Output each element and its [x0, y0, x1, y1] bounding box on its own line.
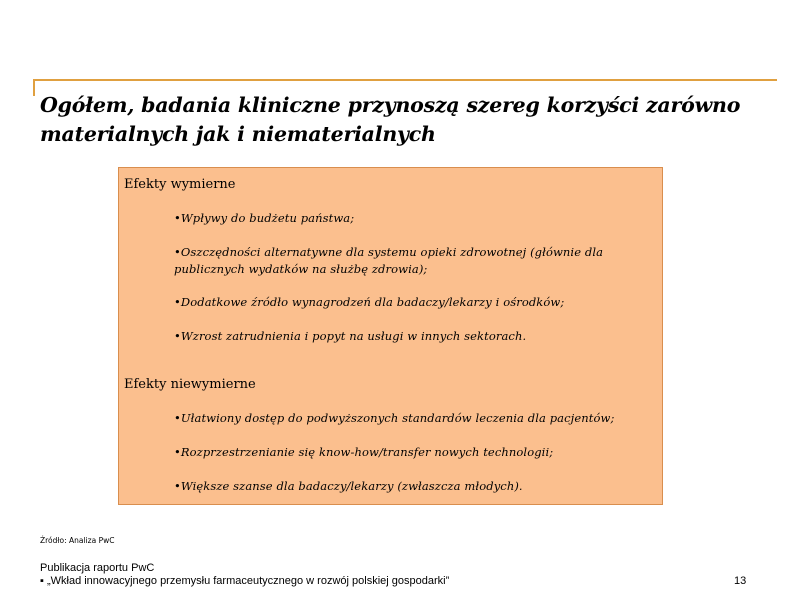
bullet-item: •Ułatwiony dostęp do podwyższonych standardów leczenia dla pacjentów;	[174, 411, 615, 425]
bullet-item: •Oszczędności alternatywne dla systemu opieki zdrowotnej (głównie dla publicznych wydatków na służbę zdrowia);	[174, 245, 604, 276]
section-heading-measurable: Efekty wymierne	[124, 177, 236, 192]
header-corner-mark	[33, 79, 35, 96]
bullet-item: •Dodatkowe źródło wynagrodzeń dla badaczy/lekarzy i ośrodków;	[174, 295, 565, 309]
bullet-item: •Rozprzestrzenianie się know-how/transfer nowych technologii;	[174, 445, 554, 459]
footer-report-title: ▪ „Wkład innowacyjnego przemysłu farmaceutycznego w rozwój polskiej gospodarki”	[40, 575, 450, 587]
bullet-item: •Wzrost zatrudnienia i popyt na usługi w innych sektorach.	[174, 329, 527, 343]
section-heading-intangible: Efekty niewymierne	[124, 377, 256, 392]
header-divider	[33, 79, 777, 81]
source-note: Źródło: Analiza PwC	[40, 536, 115, 545]
bullet-item: •Wpływy do budżetu państwa;	[174, 211, 355, 225]
page-number: 13	[734, 575, 747, 587]
footer-report-label: Publikacja raportu PwC	[40, 562, 155, 574]
bullet-item: •Większe szanse dla badaczy/lekarzy (zwłaszcza młodych).	[174, 479, 523, 493]
slide-title: Ogółem, badania kliniczne przynoszą szereg korzyści zarówno materialnych jak i niematerialnych	[40, 93, 741, 146]
